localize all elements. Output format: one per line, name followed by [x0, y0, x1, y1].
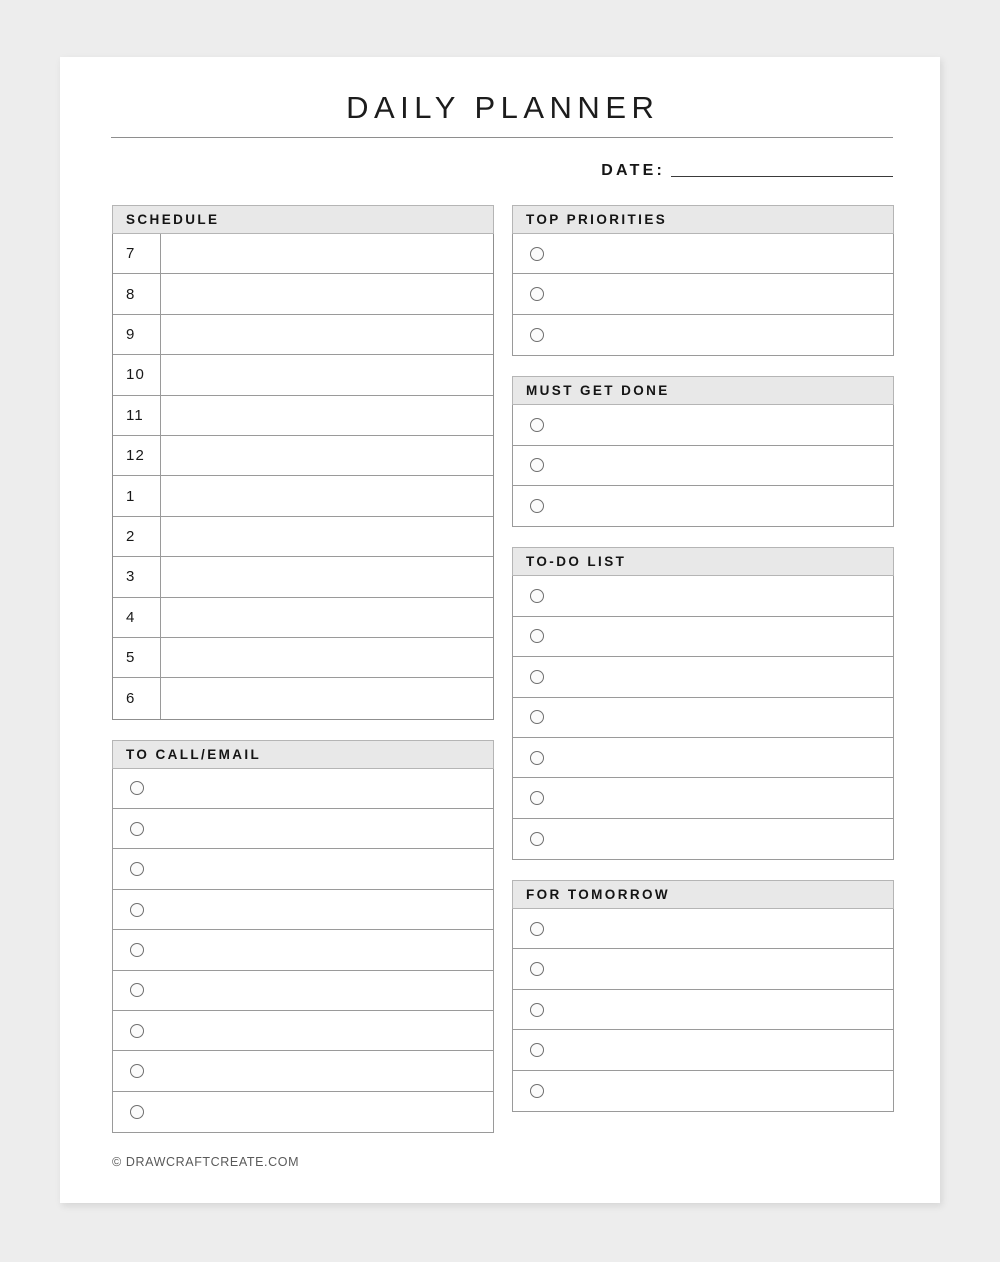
list-item-field[interactable] — [544, 446, 893, 485]
checkbox-circle-icon[interactable] — [530, 1084, 544, 1098]
checkbox-circle-icon[interactable] — [530, 328, 544, 342]
list-item[interactable] — [513, 738, 893, 778]
schedule-hour: 3 — [113, 557, 161, 596]
list-item[interactable] — [113, 769, 493, 809]
schedule-hour: 8 — [113, 274, 161, 313]
date-write-line[interactable] — [671, 176, 893, 177]
schedule-entry-field[interactable] — [161, 274, 493, 313]
schedule-hour: 9 — [113, 315, 161, 354]
section-must-get-done — [512, 376, 894, 527]
todo-list-header — [512, 547, 894, 576]
list-item-field[interactable] — [544, 234, 893, 273]
list-item-field[interactable] — [544, 819, 893, 859]
schedule-entry-field[interactable] — [161, 678, 493, 718]
schedule-entry-field[interactable] — [161, 638, 493, 677]
checkbox-circle-icon[interactable] — [530, 247, 544, 261]
list-item[interactable] — [513, 486, 893, 526]
checkbox-circle-icon[interactable] — [130, 862, 144, 876]
list-item-field[interactable] — [144, 1011, 493, 1050]
checkbox-circle-icon[interactable] — [130, 1024, 144, 1038]
todo-list-header-label: TO-DO LIST — [526, 554, 627, 570]
checkbox-circle-icon[interactable] — [530, 1003, 544, 1017]
checkbox-circle-icon[interactable] — [530, 458, 544, 472]
schedule-entry-field[interactable] — [161, 396, 493, 435]
schedule-hour: 4 — [113, 598, 161, 637]
list-item[interactable] — [513, 446, 893, 486]
schedule-hour: 1 — [113, 476, 161, 515]
table-row[interactable] — [113, 436, 493, 476]
list-item-field[interactable] — [544, 909, 893, 948]
date-label: DATE: — [601, 162, 665, 179]
list-item[interactable] — [513, 274, 893, 314]
list-item-field[interactable] — [544, 1030, 893, 1069]
checkbox-circle-icon[interactable] — [530, 962, 544, 976]
section-todo-list — [512, 547, 894, 860]
checkbox-circle-icon[interactable] — [130, 903, 144, 917]
list-item[interactable] — [113, 930, 493, 970]
checkbox-circle-icon[interactable] — [130, 1064, 144, 1078]
list-item-field[interactable] — [544, 698, 893, 737]
checkbox-circle-icon[interactable] — [530, 710, 544, 724]
section-for-tomorrow — [512, 880, 894, 1112]
list-item[interactable] — [513, 234, 893, 274]
schedule-hour: 11 — [113, 396, 161, 435]
checkbox-circle-icon[interactable] — [530, 1043, 544, 1057]
schedule-hour: 12 — [113, 436, 161, 475]
table-row[interactable] — [113, 315, 493, 355]
for-tomorrow-list — [512, 909, 894, 1112]
top-priorities-list — [512, 234, 894, 356]
schedule-hour: 10 — [113, 355, 161, 394]
table-row[interactable] — [113, 396, 493, 436]
schedule-entry-field[interactable] — [161, 315, 493, 354]
list-item[interactable] — [513, 657, 893, 697]
list-item[interactable] — [513, 1071, 893, 1111]
list-item-field[interactable] — [544, 990, 893, 1029]
list-item-field[interactable] — [144, 849, 493, 888]
schedule-hour: 6 — [113, 678, 161, 718]
section-top-priorities — [512, 205, 894, 356]
list-item-field[interactable] — [544, 657, 893, 696]
list-item[interactable] — [513, 315, 893, 355]
list-item-field[interactable] — [544, 405, 893, 444]
checkbox-circle-icon[interactable] — [530, 499, 544, 513]
table-row[interactable] — [113, 476, 493, 516]
table-row[interactable] — [113, 678, 493, 718]
list-item-field[interactable] — [144, 1092, 493, 1132]
table-row[interactable] — [113, 638, 493, 678]
checkbox-circle-icon[interactable] — [530, 832, 544, 846]
schedule-hour: 2 — [113, 517, 161, 556]
schedule-entry-field[interactable] — [161, 598, 493, 637]
section-to-call-email — [112, 740, 494, 1134]
list-item[interactable] — [113, 849, 493, 889]
list-item[interactable] — [113, 1092, 493, 1132]
checkbox-circle-icon[interactable] — [130, 781, 144, 795]
to-call-email-list — [112, 769, 494, 1134]
list-item[interactable] — [113, 1011, 493, 1051]
checkbox-circle-icon[interactable] — [530, 629, 544, 643]
checkbox-circle-icon[interactable] — [130, 822, 144, 836]
list-item-field[interactable] — [144, 809, 493, 848]
top-priorities-header — [512, 205, 894, 234]
for-tomorrow-header-label: FOR TOMORROW — [526, 887, 671, 903]
list-item[interactable] — [513, 617, 893, 657]
schedule-header — [112, 205, 494, 234]
list-item-field[interactable] — [144, 971, 493, 1010]
list-item-field[interactable] — [144, 1051, 493, 1090]
list-item[interactable] — [113, 1051, 493, 1091]
checkbox-circle-icon[interactable] — [530, 791, 544, 805]
schedule-entry-field[interactable] — [161, 517, 493, 556]
planner-sheet — [60, 57, 940, 1203]
right-column — [512, 205, 894, 1112]
list-item[interactable] — [513, 990, 893, 1030]
list-item-field[interactable] — [544, 778, 893, 817]
list-item[interactable] — [513, 778, 893, 818]
top-priorities-header-label: TOP PRIORITIES — [526, 212, 668, 227]
list-item[interactable] — [513, 576, 893, 616]
list-item-field[interactable] — [144, 769, 493, 808]
date-field[interactable] — [601, 162, 893, 180]
list-item-field[interactable] — [544, 274, 893, 313]
schedule-hour: 7 — [113, 234, 161, 273]
list-item-field[interactable] — [544, 738, 893, 777]
to-call-email-header-label: TO CALL/EMAIL — [126, 746, 262, 762]
must-get-done-header-label: MUST GET DONE — [526, 383, 670, 399]
schedule-entry-field[interactable] — [161, 234, 493, 273]
table-row[interactable] — [113, 598, 493, 638]
schedule-hour: 5 — [113, 638, 161, 677]
schedule-entry-field[interactable] — [161, 557, 493, 596]
section-schedule — [112, 205, 494, 720]
list-item-field[interactable] — [544, 617, 893, 656]
must-get-done-list — [512, 405, 894, 527]
checkbox-circle-icon[interactable] — [130, 1105, 144, 1119]
checkbox-circle-icon[interactable] — [530, 922, 544, 936]
list-item-field[interactable] — [144, 930, 493, 969]
checkbox-circle-icon[interactable] — [530, 670, 544, 684]
table-row[interactable] — [113, 234, 493, 274]
must-get-done-header — [512, 376, 894, 405]
schedule-entry-field[interactable] — [161, 355, 493, 394]
to-call-email-header — [112, 740, 494, 769]
list-item[interactable] — [113, 890, 493, 930]
todo-list — [512, 576, 894, 860]
table-row[interactable] — [113, 355, 493, 395]
schedule-table — [112, 234, 494, 720]
list-item[interactable] — [513, 698, 893, 738]
checkbox-circle-icon[interactable] — [130, 983, 144, 997]
list-item[interactable] — [513, 405, 893, 445]
table-row[interactable] — [113, 517, 493, 557]
title-divider — [111, 137, 893, 138]
list-item-field[interactable] — [544, 486, 893, 526]
checkbox-circle-icon[interactable] — [530, 589, 544, 603]
checkbox-circle-icon[interactable] — [530, 418, 544, 432]
list-item[interactable] — [513, 819, 893, 859]
schedule-header-label: SCHEDULE — [126, 212, 220, 227]
for-tomorrow-header — [512, 880, 894, 909]
schedule-entry-field[interactable] — [161, 436, 493, 475]
schedule-entry-field[interactable] — [161, 476, 493, 515]
checkbox-circle-icon[interactable] — [530, 751, 544, 765]
list-item-field[interactable] — [544, 949, 893, 988]
table-row[interactable] — [113, 557, 493, 597]
list-item[interactable] — [513, 909, 893, 949]
list-item[interactable] — [113, 809, 493, 849]
table-row[interactable] — [113, 274, 493, 314]
list-item-field[interactable] — [544, 576, 893, 615]
footer-copyright: © DRAWCRAFTCREATE.COM — [112, 1155, 300, 1169]
checkbox-circle-icon[interactable] — [130, 943, 144, 957]
list-item[interactable] — [513, 949, 893, 989]
list-item[interactable] — [513, 1030, 893, 1070]
list-item[interactable] — [113, 971, 493, 1011]
list-item-field[interactable] — [544, 315, 893, 355]
list-item-field[interactable] — [544, 1071, 893, 1111]
page-title: DAILY PLANNER — [346, 90, 660, 125]
checkbox-circle-icon[interactable] — [530, 287, 544, 301]
list-item-field[interactable] — [144, 890, 493, 929]
left-column — [112, 205, 494, 1133]
